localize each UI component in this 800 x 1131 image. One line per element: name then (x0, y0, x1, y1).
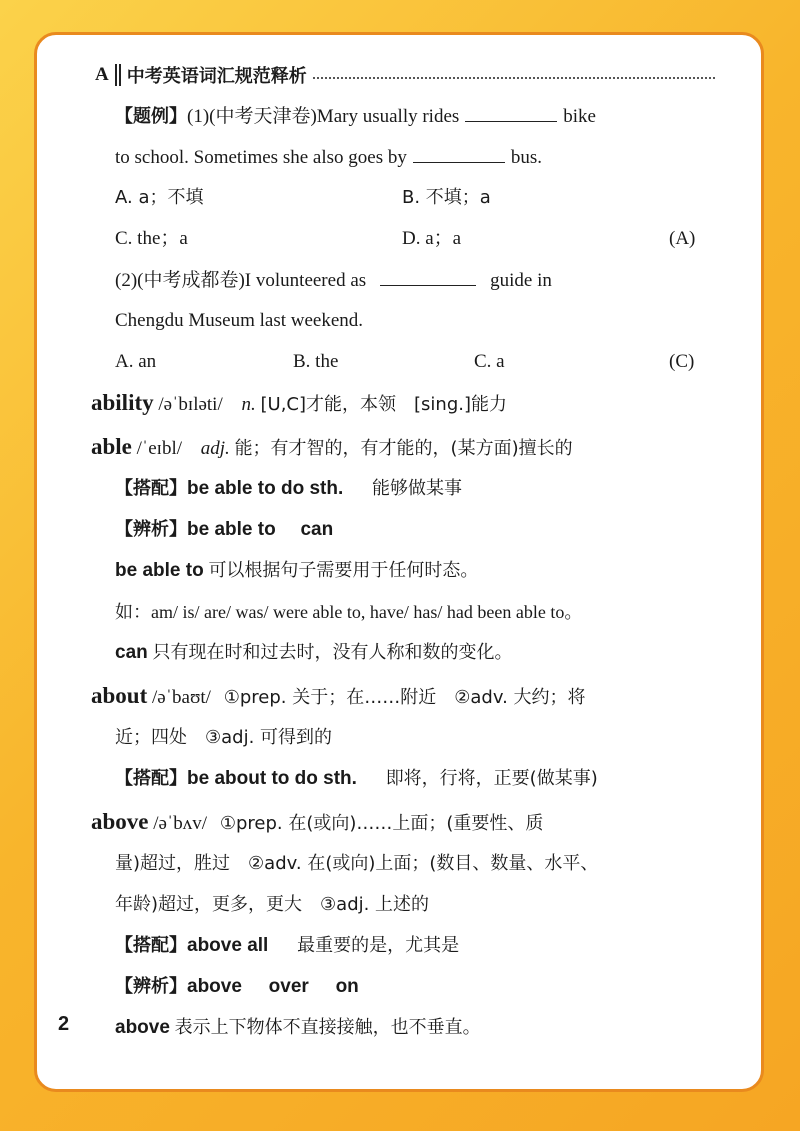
header-title: 中考英语词汇规范释析 (126, 66, 307, 87)
headword: about (91, 683, 148, 708)
collocation-phrase: above all (187, 935, 269, 956)
about-definition-cont: 近；四处 ③adj. 可得到的 (115, 727, 333, 748)
q1-option-d: D. a；a (402, 228, 462, 249)
entry-about (91, 683, 586, 711)
page-number: 2 (58, 1013, 70, 1035)
collocation-tag: 【搭配】 (115, 935, 187, 956)
above-note-1 (115, 1015, 481, 1041)
definition-line: ①prep. 关于；在……附近 ②adv. 大约；将 (223, 687, 586, 708)
q1-option-a: A. a；不填 (115, 187, 204, 208)
q2-answer: (C) (669, 351, 695, 372)
q1-option-c: C. the；a (115, 228, 188, 249)
entry-able (91, 434, 573, 462)
able-collocation (115, 476, 462, 502)
able-distinction (115, 517, 333, 543)
above-collocation (115, 933, 459, 959)
distinction-tag: 【辨析】 (115, 519, 187, 540)
distinction-tag: 【辨析】 (115, 976, 187, 997)
headword: ability (91, 390, 154, 415)
example-tag: 【题例】 (115, 106, 187, 127)
q2-after: guide in (490, 270, 552, 291)
running-header (95, 61, 715, 89)
note-term: be able to (115, 560, 204, 581)
part-of-speech: adj. (200, 438, 230, 459)
q2-option-a: A. an (115, 351, 157, 372)
collocation-meaning: 即将，行将，正要(做某事) (385, 768, 598, 789)
header-divider (119, 64, 121, 86)
example-q1-line1 (115, 103, 596, 130)
note-term: can (115, 642, 148, 663)
headword: above (91, 809, 149, 834)
distinction-term: above (187, 976, 242, 997)
q1-line2-text: to school. Sometimes she also goes by (115, 147, 407, 168)
q2-intro: (2)(中考成都卷)I volunteered as (115, 270, 367, 291)
able-note-1 (115, 558, 478, 584)
example-q2-line1 (115, 267, 552, 294)
headword: able (91, 434, 132, 459)
example-q1-line2 (115, 144, 542, 171)
phonetic: /ˈeɪbl/ (136, 438, 183, 459)
note-text: 表示上下物体不直接接触，也不垂直。 (174, 1017, 481, 1038)
note-text: 可以根据句子需要用于任何时态。 (208, 560, 479, 581)
q1-intro: (1)(中考天津卷)Mary usually rides (187, 106, 460, 127)
definition: [U,C]才能，本领 [sing.]能力 (260, 394, 507, 415)
able-note-2: 如：am/ is/ are/ was/ were able to, have/ has/ had been able to。 (115, 602, 583, 622)
distinction-term: over (268, 976, 309, 997)
q1-answer: (A) (669, 228, 696, 249)
collocation-phrase: be about to do sth. (187, 768, 357, 789)
above-definition-cont: 量)超过，胜过 ②adv. 在(或向)上面；(数目、数量、水平、 (115, 853, 599, 874)
above-definition-cont: 年龄)超过，更多，更大 ③adj. 上述的 (115, 894, 430, 915)
distinction-term: on (335, 976, 359, 997)
q2-option-c: C. a (474, 351, 505, 372)
entry-ability (91, 390, 507, 418)
q1-option-b: B. 不填；a (402, 187, 491, 208)
example-q2-line2: Chengdu Museum last weekend. (115, 310, 364, 331)
note-term: above (115, 1017, 170, 1038)
definition: 能；有才智的，有才能的，(某方面)擅长的 (234, 438, 573, 459)
able-note-3 (115, 640, 513, 666)
above-distinction (115, 974, 359, 1000)
distinction-term: can (300, 519, 334, 540)
header-divider (115, 64, 117, 86)
q1-blank-1 (465, 103, 557, 122)
page-sheet (34, 32, 764, 1092)
phonetic: /əˈbɪləti/ (158, 394, 223, 415)
note-text: 只有现在时和过去时，没有人称和数的变化。 (152, 642, 513, 663)
collocation-meaning: 能够做某事 (371, 478, 462, 499)
phonetic: /əˈbaʊt/ (152, 687, 211, 708)
q1-blank-2 (413, 144, 505, 163)
collocation-tag: 【搭配】 (115, 768, 187, 789)
collocation-phrase: be able to do sth. (187, 478, 344, 499)
collocation-tag: 【搭配】 (115, 478, 187, 499)
q1-after: bike (563, 106, 596, 127)
entry-above (91, 809, 543, 837)
collocation-meaning: 最重要的是，尤其是 (297, 935, 460, 956)
header-letter: A (95, 64, 109, 85)
about-collocation (115, 766, 598, 792)
q2-blank (380, 267, 476, 286)
q2-option-b: B. the (293, 351, 339, 372)
header-dotted-rule (313, 77, 715, 79)
definition-line: ①prep. 在(或向)……上面；(重要性、质 (219, 813, 544, 834)
phonetic: /əˈbʌv/ (153, 813, 208, 834)
distinction-term: be able to (187, 519, 276, 540)
q1-line2-end: bus. (510, 147, 542, 168)
part-of-speech: n. (241, 394, 256, 415)
